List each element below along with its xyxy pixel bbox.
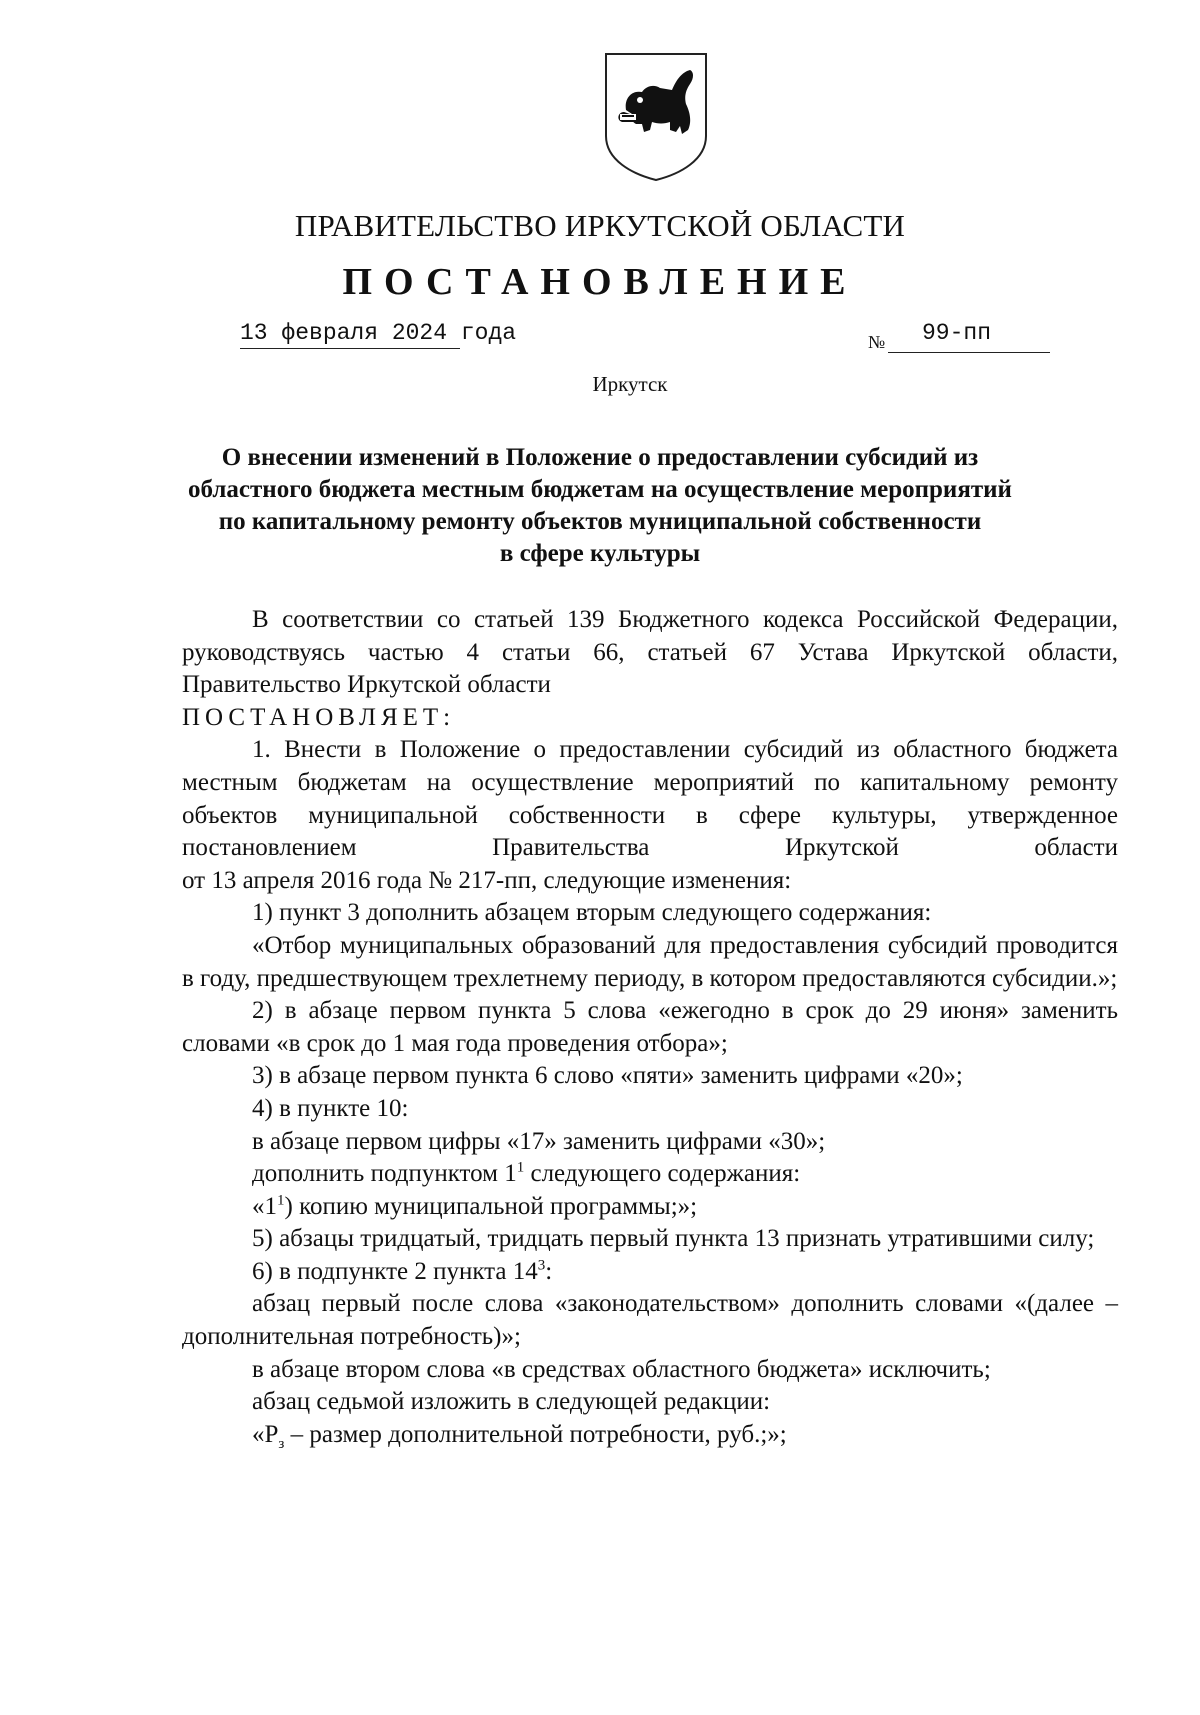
- resolves-heading: ПОСТАНОВЛЯЕТ:: [182, 703, 456, 731]
- subitem-4-b: [182, 1158, 1118, 1191]
- subitem-6-text: 6) в подпункте 2 пункта 14: [252, 1257, 538, 1285]
- item-1-end: от 13 апреля 2016 года № 217-пп, следующие изменения:: [182, 866, 792, 894]
- superscript: 1: [277, 1192, 285, 1209]
- subitem-6-d: [182, 1419, 1118, 1452]
- subitem-4-c-text: «1: [252, 1192, 277, 1220]
- subitem-4-b-tail: следующего содержания:: [524, 1160, 801, 1188]
- title-line: по капитальному ремонту объектов муниципальной собственности: [218, 508, 982, 535]
- subitem-6-a: абзац первый после слова «законодательством» дополнить словами «(далее – дополнительная потребность)»;: [182, 1290, 1118, 1351]
- subitem-4-c-tail: ) копию муниципальной программы;»;: [284, 1192, 698, 1220]
- subitem-6-d-text: «Р: [252, 1420, 279, 1448]
- subitem-6-b: в абзаце втором слова «в средствах областного бюджета» исключить;: [252, 1355, 991, 1383]
- preamble-paragraph: В соответствии со статьей 139 Бюджетного кодекса Российской Федерации, руководствуясь частью 4 статьи 66, статьей 67 Устава Иркутской области, Правительство Иркутской области: [182, 606, 1118, 699]
- document-number: 99-пп: [922, 320, 992, 346]
- subitem-6-tail: :: [545, 1257, 553, 1285]
- document-title: [150, 442, 1050, 570]
- subscript: з: [278, 1435, 285, 1452]
- city-name: Иркутск: [592, 372, 668, 396]
- subitem-2: 2) в абзаце первом пункта 5 слова «ежегодно в срок до 29 июня» заменить словами «в срок до 1 мая года проведения отбора»;: [182, 997, 1118, 1057]
- document-body: [182, 604, 1118, 1451]
- subitem-6-c: абзац седьмой изложить в следующей редакции:: [252, 1388, 771, 1416]
- subitem-1-quote: «Отбор муниципальных образований для предоставления субсидий проводится в году, предшествующем трехлетнему периоду, в котором предоставляются субсидии.»;: [182, 931, 1118, 992]
- subitem-1: 1) пункт 3 дополнить абзацем вторым следующего содержания:: [252, 899, 932, 927]
- date-underline: [240, 348, 460, 349]
- irkutsk-babr-crest-icon: [602, 50, 710, 182]
- subitem-6-d-tail: – размер дополнительной потребности, руб.;»;: [284, 1420, 787, 1448]
- government-name: ПРАВИТЕЛЬСТВО ИРКУТСКОЙ ОБЛАСТИ: [294, 208, 906, 243]
- subitem-4-a: в абзаце первом цифры «17» заменить цифрами «30»;: [252, 1127, 826, 1155]
- document-date: 13 февраля 2024 года: [240, 320, 517, 346]
- subitem-5: 5) абзацы тридцатый, тридцать первый пункта 13 признать утратившими силу;: [252, 1225, 1095, 1253]
- subitem-4-c: [182, 1191, 1118, 1224]
- superscript: 3: [537, 1257, 546, 1274]
- title-line: О внесении изменений в Положение о предоставлении субсидий из: [221, 444, 979, 471]
- subitem-4-b-text: дополнить подпунктом 1: [252, 1160, 517, 1188]
- subitem-4: 4) в пункте 10:: [252, 1094, 409, 1122]
- number-sign: №: [868, 332, 886, 352]
- superscript: 1: [516, 1159, 525, 1176]
- title-line: в сфере культуры: [499, 540, 701, 567]
- title-line: областного бюджета местным бюджетам на осуществление мероприятий: [188, 476, 1012, 503]
- subitem-6: [182, 1256, 1118, 1289]
- number-underline: [888, 352, 1050, 353]
- subitem-3: 3) в абзаце первом пункта 6 слово «пяти» заменить цифрами «20»;: [252, 1062, 963, 1090]
- document-type: ПОСТАНОВЛЕНИЕ: [342, 261, 858, 303]
- item-1-paragraph: 1. Внести в Положение о предоставлении субсидий из областного бюджета местным бюджетам на осуществление мероприятий по капитальному ремонту объектов муниципальной собственности в сфере культуры, утвержденное постановлением Правительства Иркутской области: [182, 736, 1118, 862]
